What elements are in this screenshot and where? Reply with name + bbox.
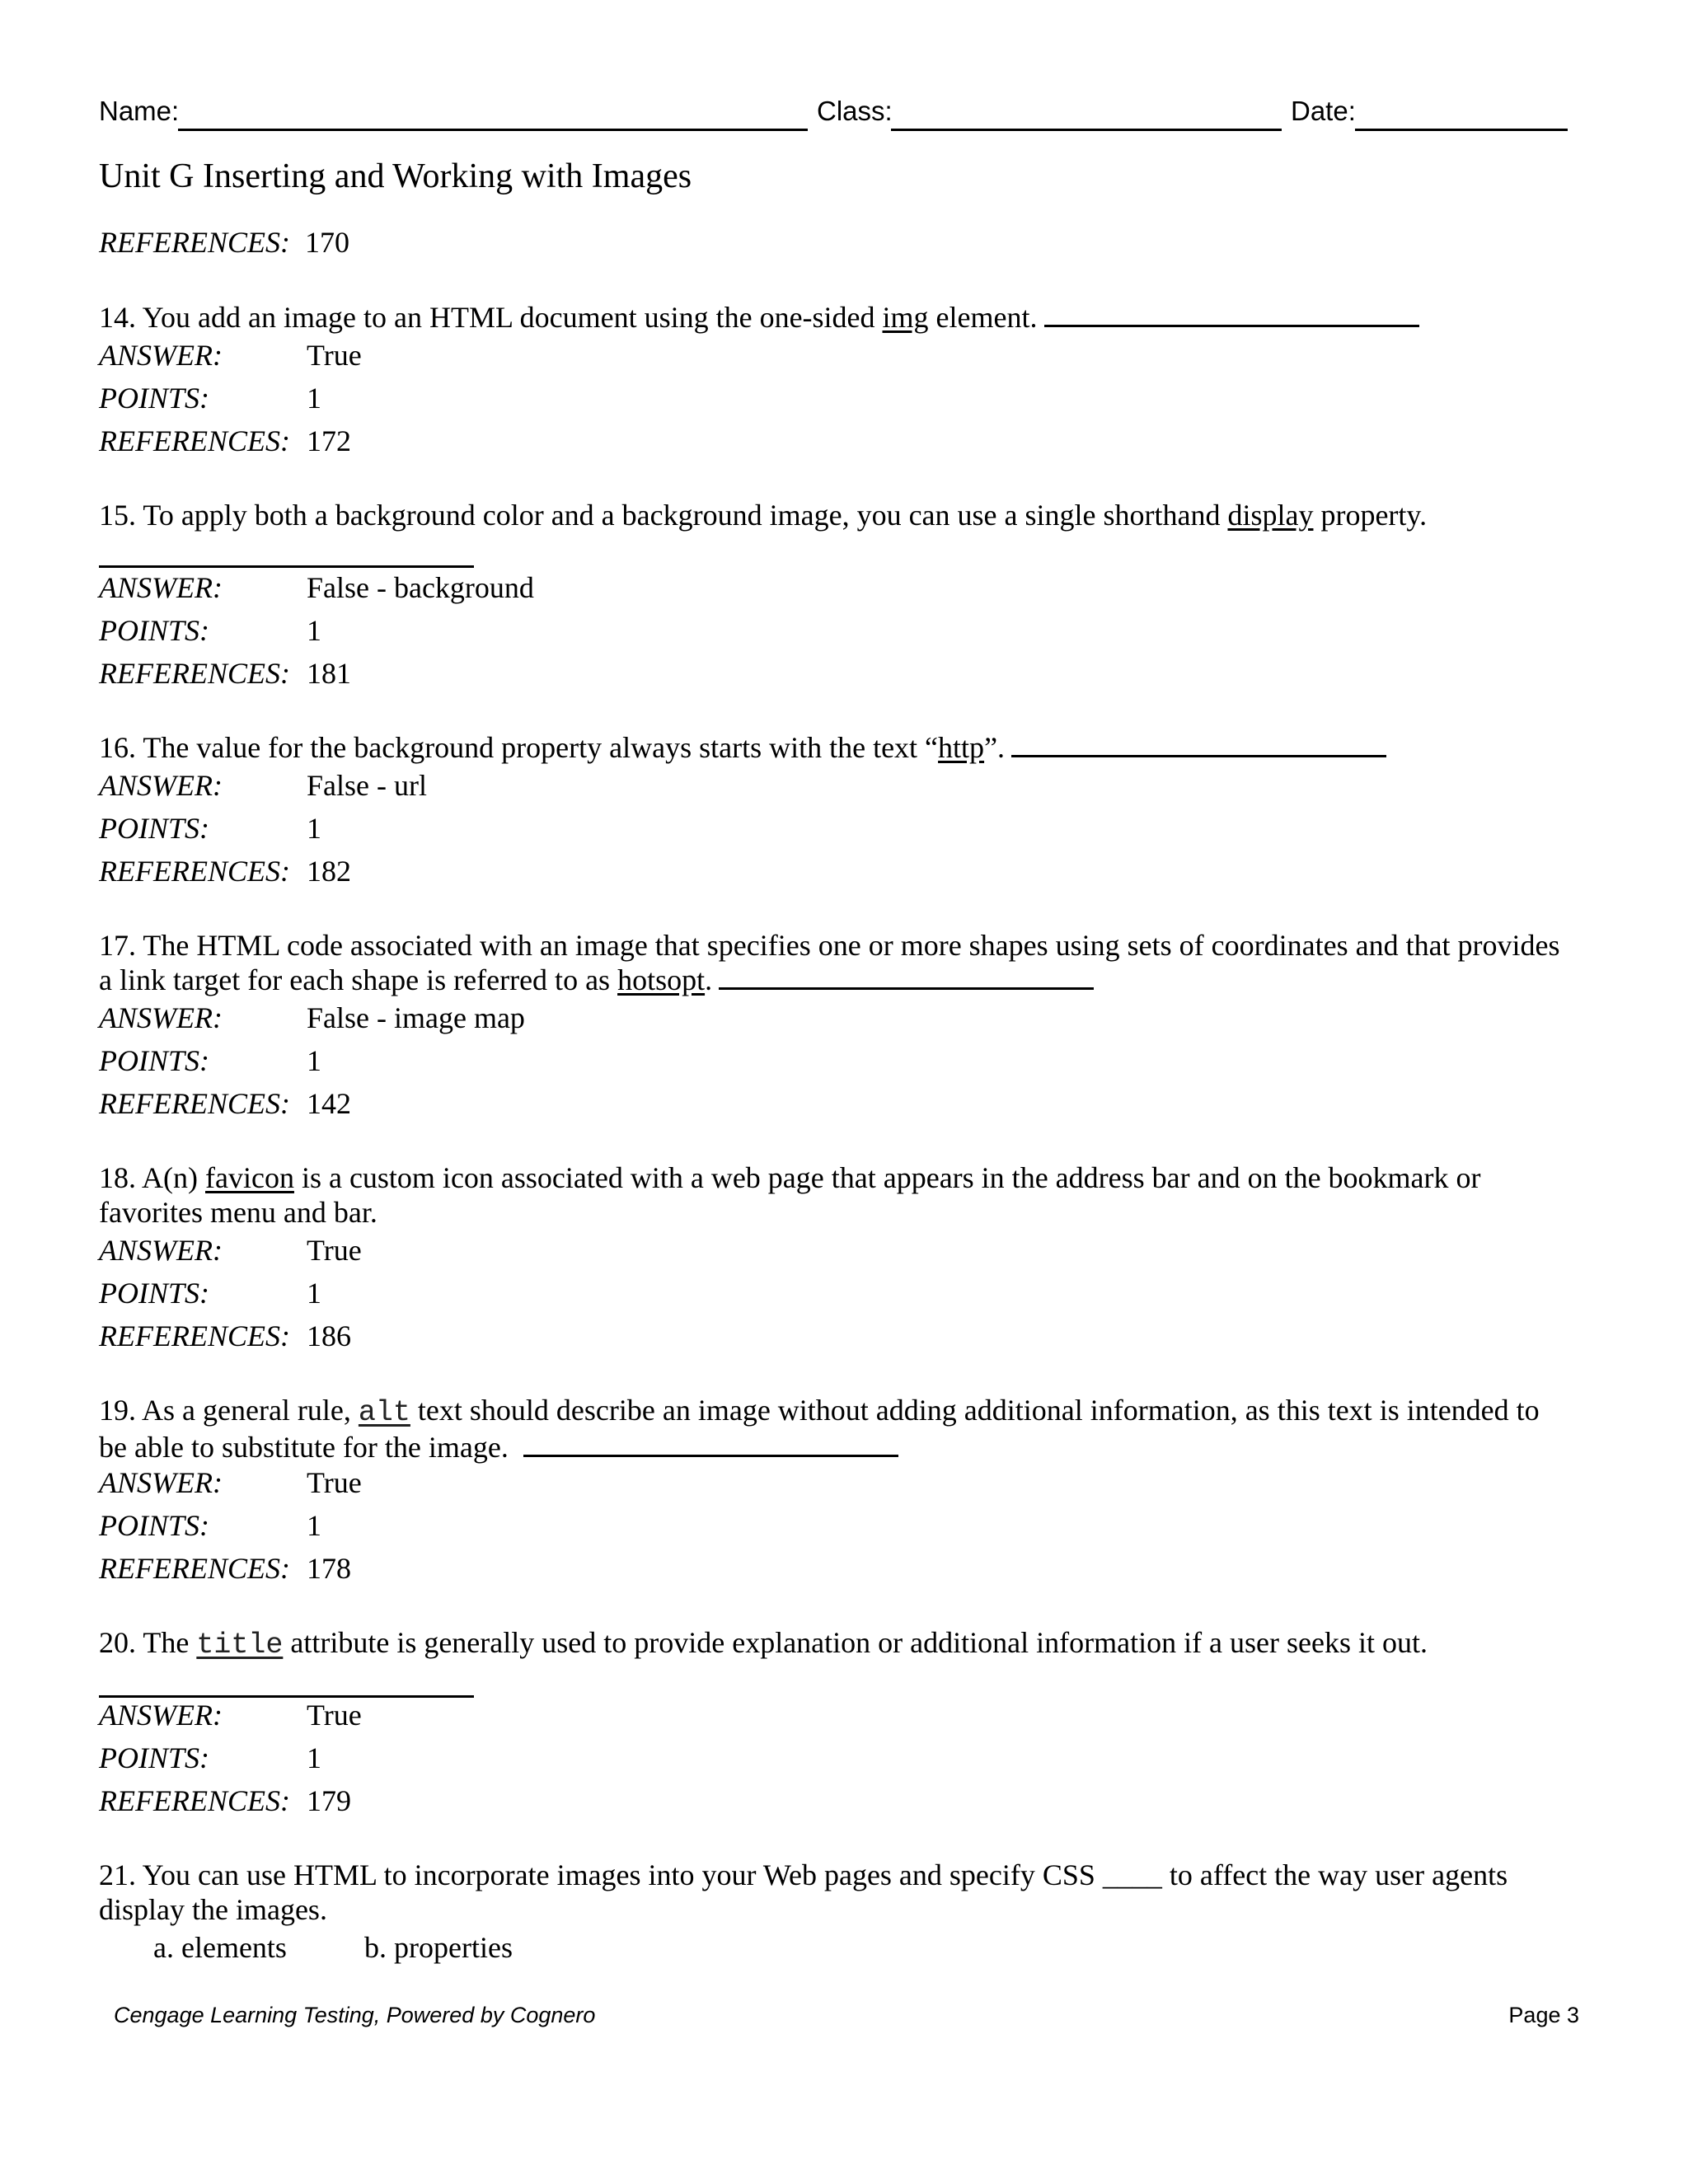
question-16: 16. The value for the background property always starts with the text “http”. bbox=[99, 730, 1574, 765]
points-row: POINTS: 1 bbox=[99, 1044, 321, 1077]
points-row: POINTS: 1 bbox=[99, 1277, 321, 1310]
references-label: REFERENCES: bbox=[99, 226, 290, 259]
date-field[interactable] bbox=[1355, 129, 1568, 131]
answer-row: ANSWER: False - url bbox=[99, 769, 427, 802]
question-14: 14. You add an image to an HTML document using the one-sided img element. bbox=[99, 300, 1574, 335]
top-references bbox=[99, 225, 349, 260]
question-term: display bbox=[1227, 499, 1314, 532]
question-term: alt bbox=[358, 1396, 410, 1429]
answer-row: ANSWER: True bbox=[99, 1699, 362, 1732]
choices-row bbox=[153, 1930, 513, 1965]
answer-blank[interactable] bbox=[99, 532, 474, 568]
references-row: REFERENCES: 182 bbox=[99, 855, 351, 888]
header-row bbox=[99, 96, 1569, 137]
answer-blank[interactable] bbox=[719, 963, 1094, 990]
answer-blank[interactable] bbox=[99, 1662, 474, 1698]
answer-row: ANSWER: True bbox=[99, 1466, 362, 1499]
answer-row: ANSWER: False - background bbox=[99, 571, 534, 604]
answer-row: ANSWER: True bbox=[99, 339, 362, 372]
question-18: 18. A(n) favicon is a custom icon associated with a web page that appears in the address bar and on the bookmark or favorites menu and bar. bbox=[99, 1161, 1481, 1229]
footer-credit: Cengage Learning Testing, Powered by Cognero bbox=[114, 2003, 596, 2027]
references-row: REFERENCES: 142 bbox=[99, 1087, 351, 1120]
name-field[interactable] bbox=[178, 129, 808, 131]
references-row: REFERENCES: 179 bbox=[99, 1784, 351, 1817]
question-21: 21. You can use HTML to incorporate images into your Web pages and specify CSS ____ to affect the way user agents display the images. bbox=[99, 1858, 1508, 1926]
choice-b[interactable]: b. properties bbox=[364, 1931, 513, 1964]
question-20: 20. The title attribute is generally used to provide explanation or additional information if a user seeks it out. bbox=[99, 1625, 1574, 1698]
class-field[interactable] bbox=[891, 129, 1282, 131]
answer-blank[interactable] bbox=[1011, 730, 1386, 757]
references-row: REFERENCES: 178 bbox=[99, 1552, 351, 1585]
name-label: Name: bbox=[99, 96, 180, 126]
references-value: 170 bbox=[304, 226, 349, 259]
points-row: POINTS: 1 bbox=[99, 382, 321, 415]
answer-row: ANSWER: False - image map bbox=[99, 1001, 525, 1034]
page-number: Page 3 bbox=[1508, 2003, 1579, 2027]
references-row: REFERENCES: 172 bbox=[99, 424, 351, 457]
references-row: REFERENCES: 181 bbox=[99, 657, 351, 690]
question-term: http bbox=[938, 731, 985, 764]
answer-row: ANSWER: True bbox=[99, 1234, 362, 1267]
points-row: POINTS: 1 bbox=[99, 614, 321, 647]
class-label: Class: bbox=[817, 96, 893, 126]
answer-blank[interactable] bbox=[1044, 300, 1419, 327]
references-row: REFERENCES: 186 bbox=[99, 1319, 351, 1352]
question-15: 15. To apply both a background color and a background image, you can use a single shorthand display property. bbox=[99, 498, 1574, 568]
question-19: 19. As a general rule, alt text should describe an image without adding additional information, as this text is intended to be able to substitute for the image. bbox=[99, 1394, 1540, 1464]
question-term: hotsopt bbox=[617, 963, 706, 996]
points-row: POINTS: 1 bbox=[99, 1741, 321, 1774]
points-row: POINTS: 1 bbox=[99, 1509, 321, 1542]
choice-a[interactable]: a. elements bbox=[153, 1931, 287, 1964]
question-17: 17. The HTML code associated with an image that specifies one or more shapes using sets of coordinates and that provides a link target for each shape is referred to as hotsopt. bbox=[99, 929, 1560, 996]
answer-blank[interactable] bbox=[523, 1430, 898, 1457]
question-term: img bbox=[882, 301, 929, 334]
question-term: title bbox=[196, 1629, 284, 1661]
date-label: Date: bbox=[1291, 96, 1356, 126]
question-term: favicon bbox=[205, 1161, 294, 1194]
unit-title: Unit G Inserting and Working with Images bbox=[99, 157, 692, 195]
points-row: POINTS: 1 bbox=[99, 812, 321, 845]
